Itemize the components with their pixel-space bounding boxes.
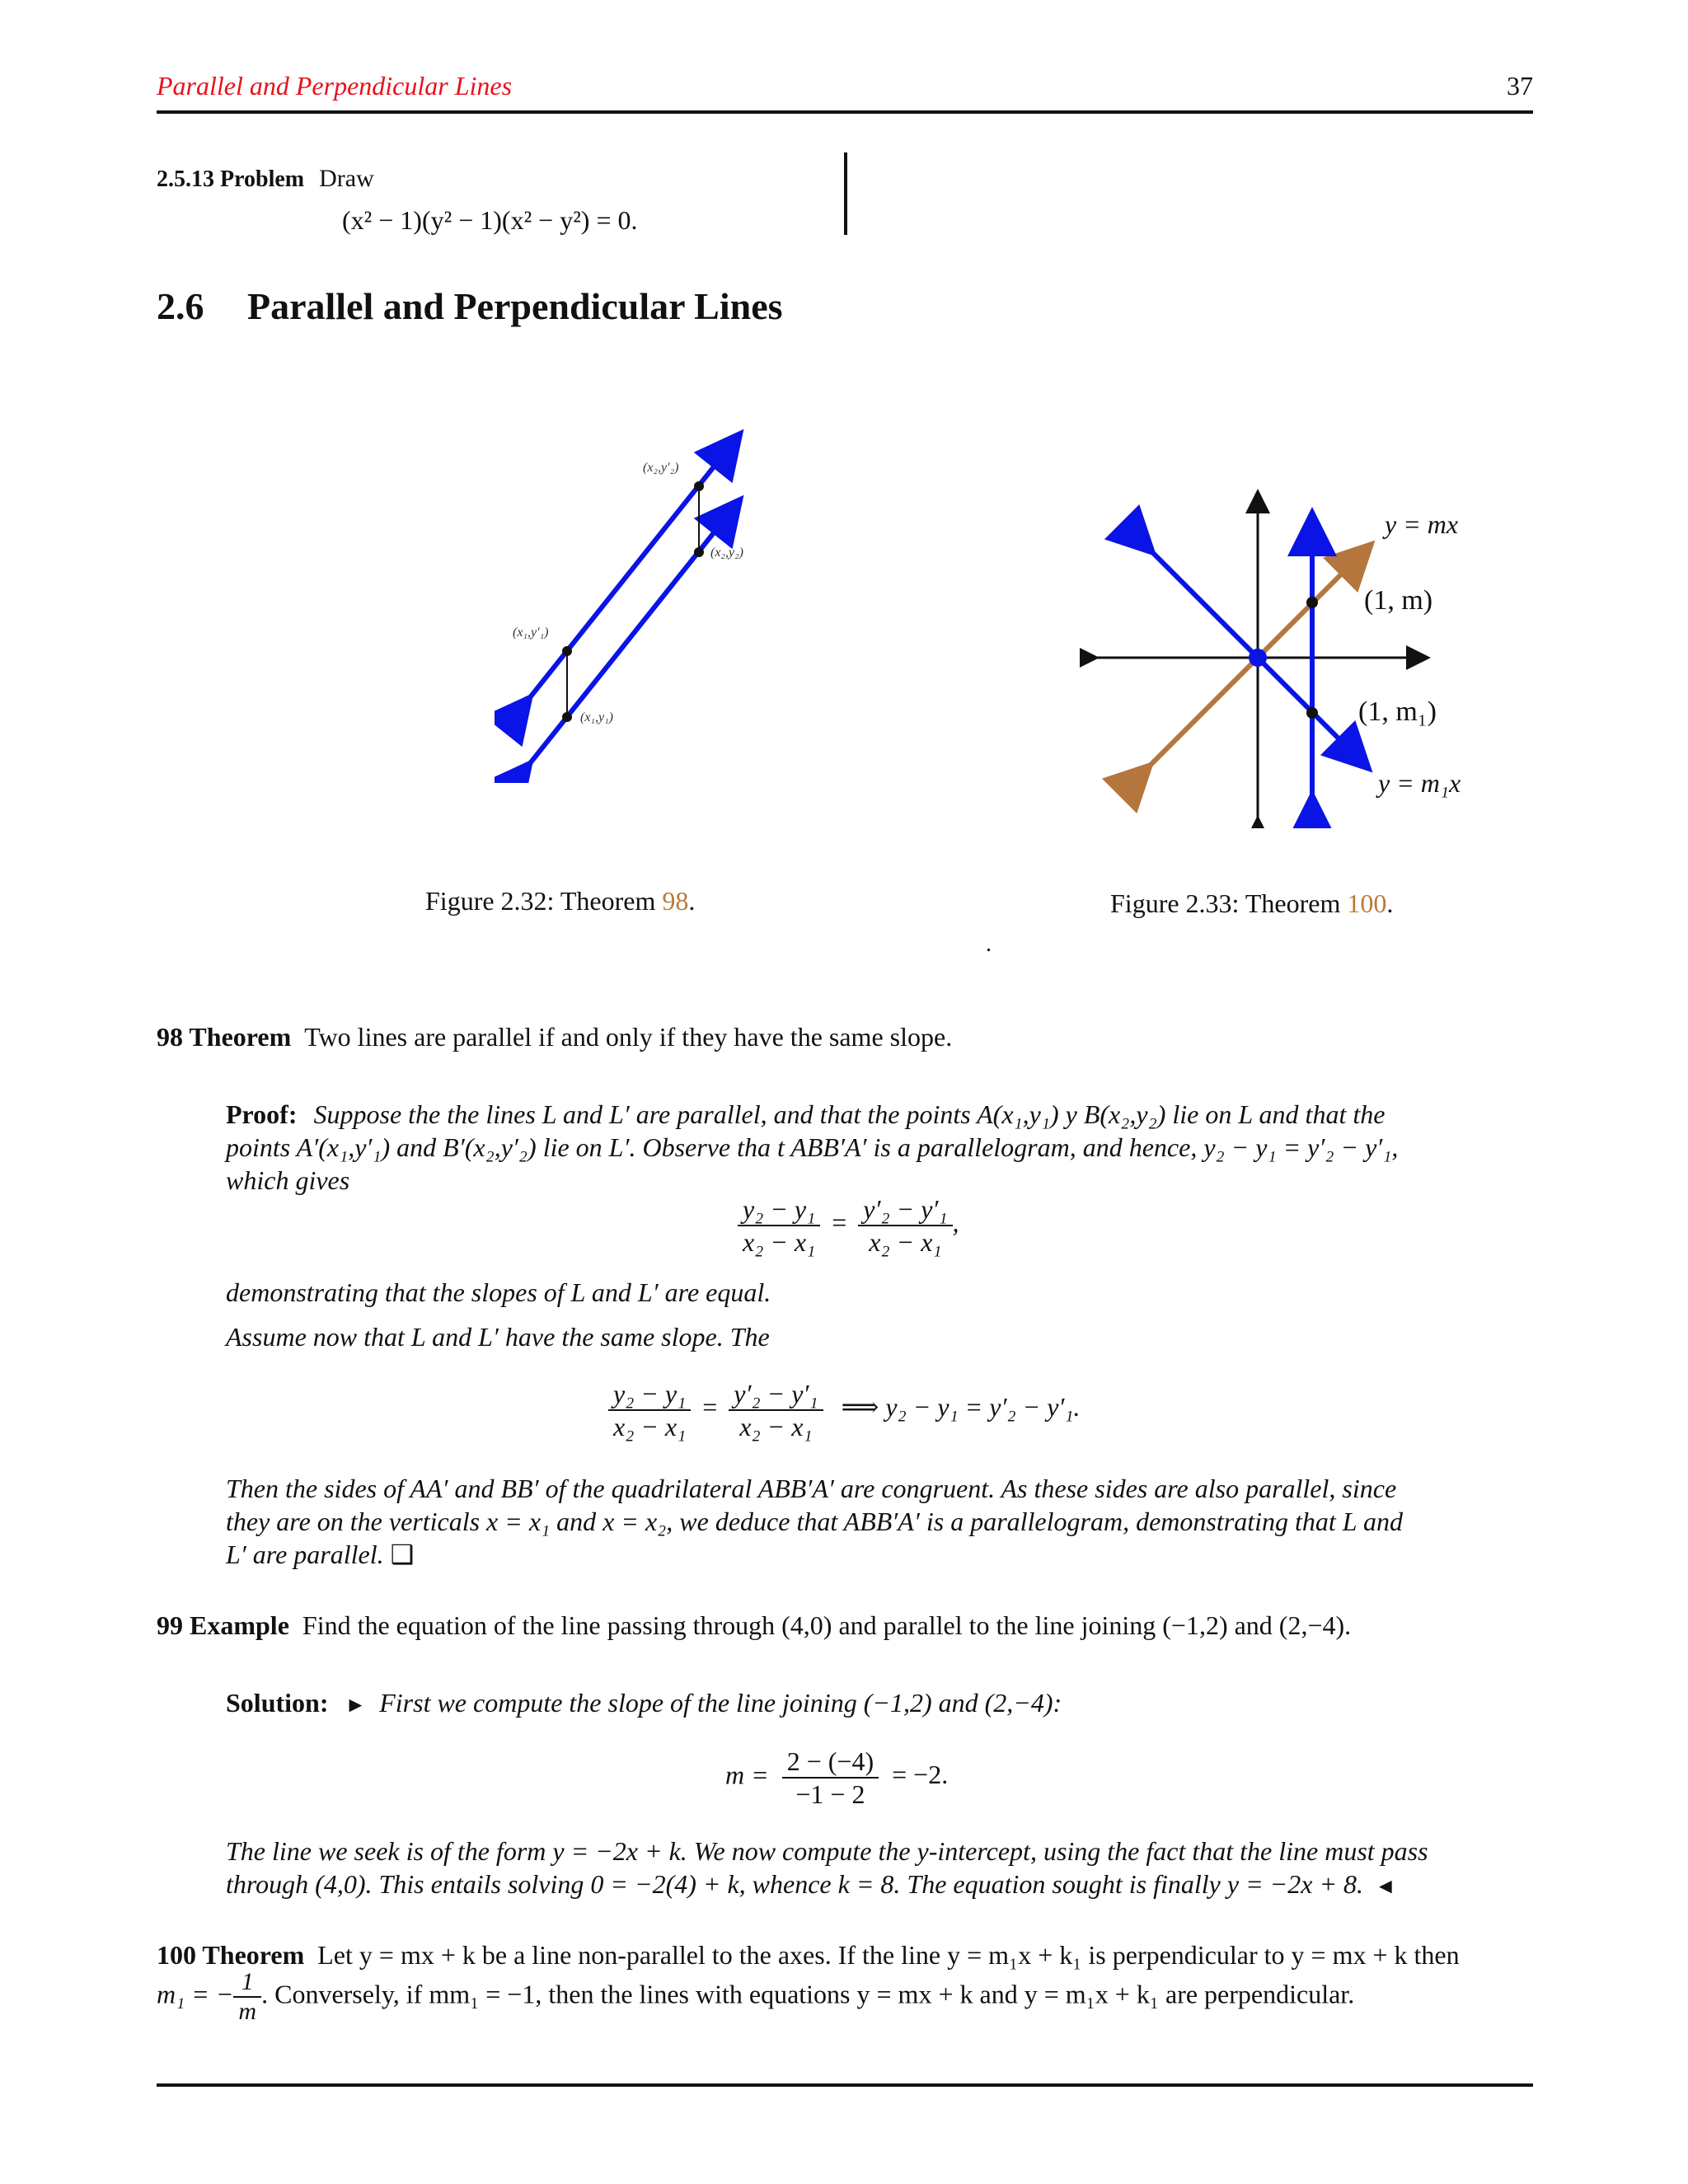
problem-equation: (x² − 1)(y² − 1)(x² − y²) = 0. xyxy=(342,205,638,235)
point-1-m1 xyxy=(1306,707,1318,719)
theorem-98-label: 98 Theorem xyxy=(157,1022,292,1052)
point-a xyxy=(562,712,572,722)
label-x1-y1-prime: (x₁,y′₁) xyxy=(513,626,549,640)
label-point-1-m1: (1, m₁) xyxy=(1358,696,1437,727)
problem-heading xyxy=(157,161,374,196)
stray-dot: . xyxy=(986,931,992,957)
figure-2-32-caption xyxy=(425,886,695,916)
solution-line-2: The line we seek is of the form y = −2x + k. We now compute the y-intercept, using the fact that the line must pass xyxy=(226,1836,1428,1866)
slope-result: = −2. xyxy=(892,1760,949,1790)
solution-line-1 xyxy=(226,1686,1062,1722)
proof-line-2: points A′(x₁,y′₁) and B′(x₂,y′₂) lie on L′. Observe tha t ABB′A′ is a parallelogram, and hence, y₂ − y₁ = y′₂ − y′₁, xyxy=(226,1132,1399,1162)
slope-m: m = xyxy=(725,1760,769,1790)
caption-period: . xyxy=(688,886,696,916)
proof-text-8: L′ are parallel. xyxy=(226,1540,384,1569)
proof-text-1: Suppose the the lines L and L′ are parallel, and that the points A(x₁,y₁) y B(x₂,y₂) lie on L and that the xyxy=(313,1099,1386,1129)
proof-line-8 xyxy=(226,1538,414,1571)
proof-label: Proof: xyxy=(226,1099,298,1129)
footer-rule xyxy=(157,2083,1533,2087)
label-y-mx: y = mx xyxy=(1385,509,1459,539)
proof-equation-2 xyxy=(608,1378,1081,1442)
slope-denominator: −1 − 2 xyxy=(795,1779,865,1809)
proof-line-1 xyxy=(226,1098,1545,1131)
theorem-98-link[interactable]: 98 xyxy=(662,886,689,916)
slope-numerator: 2 − (−4) xyxy=(782,1746,879,1779)
caption-text: Figure 2.32: Theorem xyxy=(425,886,663,916)
theorem-100-link[interactable]: 100 xyxy=(1347,888,1387,918)
point-b xyxy=(694,547,704,557)
label-point-1-m: (1, m) xyxy=(1364,585,1433,616)
label-x1-y1: (x₁,y₁) xyxy=(580,710,613,724)
figure-2-33-caption xyxy=(1110,888,1393,919)
label-x2-y2: (x₂,y₂) xyxy=(710,546,743,560)
theorem-100-text-2: . Conversely, if mm₁ = −1, then the lines with equations y = mx + k and y = m₁x + k₁ are perpendicular. xyxy=(261,1979,1355,2009)
point-a-prime xyxy=(562,646,572,656)
point-1-m xyxy=(1306,597,1318,608)
theorem-98-text: Two lines are parallel if and only if they have the same slope. xyxy=(304,1022,953,1052)
solution-end-marker: ◄ xyxy=(1375,1874,1396,1898)
section-title: Parallel and Perpendicular Lines xyxy=(247,285,783,327)
proof-line-7: they are on the verticals x = x₁ and x = x₂, we deduce that ABB′A′ is a parallelogram, demonstrating that L and xyxy=(226,1507,1403,1536)
change-bar xyxy=(844,152,847,235)
eq1-left-numerator: y₂ − y₁ xyxy=(738,1193,820,1226)
proof-line-3: which gives xyxy=(226,1165,350,1195)
eq1-right-numerator: y′₂ − y′₁ xyxy=(858,1193,952,1226)
origin-point xyxy=(1249,649,1267,667)
solution-text-1: First we compute the slope of the line joining (−1,2) and (2,−4): xyxy=(379,1688,1062,1718)
theorem-98 xyxy=(157,1020,952,1053)
eq2-left-denominator: x₂ − x₁ xyxy=(613,1412,687,1441)
figure-2-32 xyxy=(495,420,775,783)
theorem-100-line-2 xyxy=(157,1968,1354,2026)
example-99-label: 99 Example xyxy=(157,1610,289,1640)
proof-line-4: demonstrating that the slopes of L and L′ are equal. xyxy=(226,1277,771,1307)
solution-line-3 xyxy=(226,1868,1396,1903)
line-l-prime xyxy=(528,437,738,701)
eq1-equals: = xyxy=(832,1207,847,1238)
eq2-right-numerator: y′₂ − y′₁ xyxy=(729,1378,823,1411)
page-number: 37 xyxy=(1507,71,1533,101)
eq1-comma: , xyxy=(952,1207,959,1238)
frac-one: 1 xyxy=(233,1968,261,1998)
point-b-prime xyxy=(694,481,704,491)
proof-line-6: Then the sides of AA′ and BB′ of the quadrilateral ABB′A′ are congruent. As these sides are also parallel, since xyxy=(226,1474,1397,1503)
eq2-left-numerator: y₂ − y₁ xyxy=(608,1378,691,1411)
eq1-left-denominator: x₂ − x₁ xyxy=(743,1227,816,1257)
caption-period: . xyxy=(1386,888,1394,918)
problem-text: Draw xyxy=(319,165,374,192)
example-99-text: Find the equation of the line passing through (4,0) and parallel to the line joining (−1,2) and (2,−4). xyxy=(302,1610,1352,1640)
section-number: 2.6 xyxy=(157,285,204,327)
eq2-right-denominator: x₂ − x₁ xyxy=(739,1412,813,1441)
proof-equation-1 xyxy=(738,1193,959,1258)
running-head-title: Parallel and Perpendicular Lines xyxy=(157,71,513,101)
eq2-equals: = xyxy=(702,1392,718,1422)
theorem-100-text-1: Let y = mx + k be a line non-parallel to the axes. If the line y = m₁x + k₁ is perpendicular to y = mx + k then xyxy=(317,1940,1460,1970)
solution-equation xyxy=(725,1746,948,1810)
problem-label: 2.5.13 Problem xyxy=(157,166,305,192)
frac-m: m xyxy=(238,1998,257,2025)
label-y-m1x: y = m₁x xyxy=(1378,768,1461,798)
solution-arrow: ► xyxy=(345,1693,367,1717)
solution-text-3: through (4,0). This entails solving 0 = −2(4) + k, whence k = 8. The equation sought is finally y = −2x + 8. xyxy=(226,1869,1364,1899)
eq1-right-denominator: x₂ − x₁ xyxy=(869,1227,942,1257)
qed-symbol: ❑ xyxy=(390,1540,415,1569)
proof-line-5: Assume now that L and L′ have the same slope. The xyxy=(226,1322,770,1352)
solution-label: Solution: xyxy=(226,1688,329,1718)
example-99 xyxy=(157,1609,1351,1642)
caption-text: Figure 2.33: Theorem xyxy=(1110,888,1348,918)
m1-expression: m₁ = − xyxy=(157,1979,234,2009)
theorem-100 xyxy=(157,1938,1460,1971)
section-heading xyxy=(157,284,783,328)
line-l xyxy=(528,503,738,766)
eq2-implication: ⟹ y₂ − y₁ = y′₂ − y′₁. xyxy=(841,1392,1081,1422)
label-x2-y2-prime: (x₂,y′₂) xyxy=(643,461,679,475)
theorem-100-label: 100 Theorem xyxy=(157,1940,305,1970)
running-head xyxy=(157,68,1533,114)
